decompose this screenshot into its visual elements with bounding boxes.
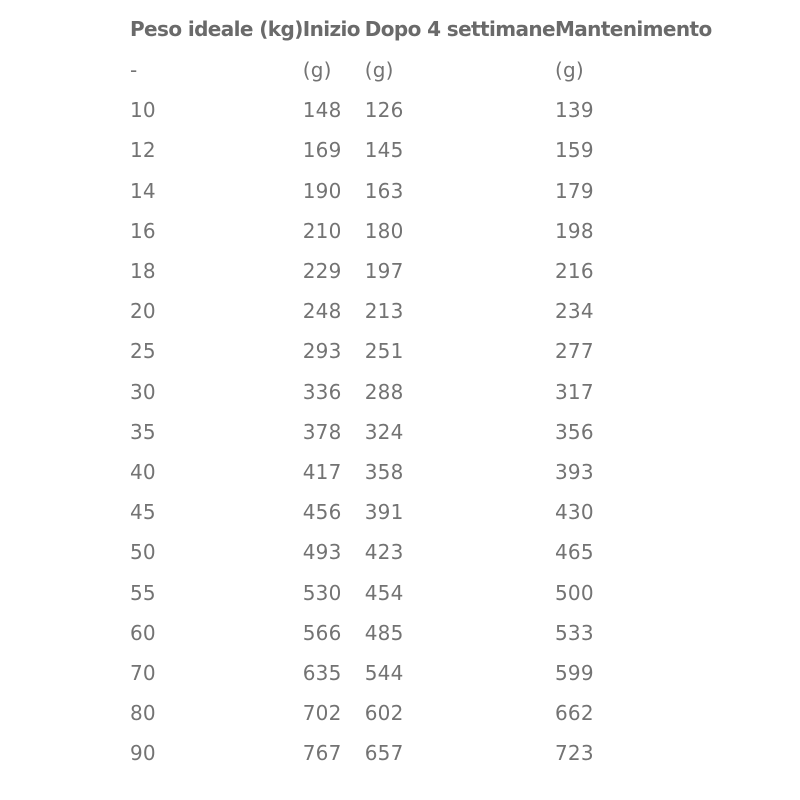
cell-inizio: 210 xyxy=(302,218,342,243)
cell-mantenimento: 662 xyxy=(554,701,594,726)
cell-mantenimento: 179 xyxy=(554,178,594,203)
cell-peso-ideale: 14 xyxy=(130,178,156,203)
cell-inizio: 148 xyxy=(302,98,342,123)
cell-mantenimento: 356 xyxy=(554,419,594,444)
table-row xyxy=(130,251,715,291)
cell-dopo-4-settimane: 126 xyxy=(364,98,404,123)
cell-inizio: 566 xyxy=(302,620,342,645)
cell-mantenimento: 198 xyxy=(554,218,594,243)
cell-dopo-4-settimane: 602 xyxy=(364,701,404,726)
cell-peso-ideale: 20 xyxy=(130,299,156,324)
cell-inizio: 190 xyxy=(302,178,342,203)
cell-inizio: 417 xyxy=(302,459,342,484)
cell-mantenimento: 723 xyxy=(554,741,594,766)
cell-peso-ideale: 12 xyxy=(130,138,156,163)
units-row xyxy=(130,50,715,90)
cell-dopo-4-settimane: 358 xyxy=(364,459,404,484)
cell-peso-ideale: 25 xyxy=(130,339,156,364)
cell-inizio: 635 xyxy=(302,660,342,685)
unit-dopo-4-settimane: (g) xyxy=(364,58,394,83)
cell-inizio: 293 xyxy=(302,339,342,364)
cell-dopo-4-settimane: 288 xyxy=(364,379,404,404)
cell-inizio: 248 xyxy=(302,299,342,324)
table-row xyxy=(130,653,715,693)
cell-dopo-4-settimane: 454 xyxy=(364,580,404,605)
cell-mantenimento: 465 xyxy=(554,540,594,565)
cell-inizio: 767 xyxy=(302,741,342,766)
cell-dopo-4-settimane: 197 xyxy=(364,259,404,284)
cell-dopo-4-settimane: 163 xyxy=(364,178,404,203)
cell-inizio: 702 xyxy=(302,701,342,726)
cell-inizio: 530 xyxy=(302,580,342,605)
cell-mantenimento: 430 xyxy=(554,500,594,525)
table-row xyxy=(130,452,715,492)
table-header xyxy=(130,8,715,50)
cell-dopo-4-settimane: 213 xyxy=(364,299,404,324)
cell-mantenimento: 393 xyxy=(554,459,594,484)
cell-peso-ideale: 18 xyxy=(130,259,156,284)
cell-dopo-4-settimane: 251 xyxy=(364,339,404,364)
header-mantenimento: Mantenimento xyxy=(554,17,712,41)
cell-dopo-4-settimane: 145 xyxy=(364,138,404,163)
unit-peso-ideale: - xyxy=(130,58,138,83)
cell-peso-ideale: 45 xyxy=(130,500,156,525)
table-row xyxy=(130,733,715,773)
cell-mantenimento: 159 xyxy=(554,138,594,163)
cell-dopo-4-settimane: 657 xyxy=(364,741,404,766)
unit-mantenimento: (g) xyxy=(554,58,584,83)
cell-peso-ideale: 50 xyxy=(130,540,156,565)
cell-peso-ideale: 55 xyxy=(130,580,156,605)
header-peso-ideale: Peso ideale (kg) xyxy=(130,17,303,41)
table-row xyxy=(130,372,715,412)
header-inizio: Inizio xyxy=(302,17,360,41)
cell-mantenimento: 599 xyxy=(554,660,594,685)
cell-inizio: 378 xyxy=(302,419,342,444)
cell-dopo-4-settimane: 180 xyxy=(364,218,404,243)
cell-mantenimento: 533 xyxy=(554,620,594,645)
cell-peso-ideale: 90 xyxy=(130,741,156,766)
cell-dopo-4-settimane: 485 xyxy=(364,620,404,645)
table-row xyxy=(130,693,715,733)
cell-mantenimento: 234 xyxy=(554,299,594,324)
cell-peso-ideale: 40 xyxy=(130,459,156,484)
table-row xyxy=(130,90,715,130)
cell-mantenimento: 277 xyxy=(554,339,594,364)
cell-mantenimento: 139 xyxy=(554,98,594,123)
cell-inizio: 229 xyxy=(302,259,342,284)
table-body xyxy=(130,50,715,773)
cell-dopo-4-settimane: 391 xyxy=(364,500,404,525)
table-row xyxy=(130,412,715,452)
cell-inizio: 493 xyxy=(302,540,342,565)
header-row xyxy=(130,8,715,50)
cell-dopo-4-settimane: 324 xyxy=(364,419,404,444)
cell-inizio: 169 xyxy=(302,138,342,163)
cell-peso-ideale: 30 xyxy=(130,379,156,404)
table-row xyxy=(130,130,715,170)
header-dopo-4-settimane: Dopo 4 settimane xyxy=(364,17,555,41)
feeding-table xyxy=(130,8,715,773)
cell-dopo-4-settimane: 544 xyxy=(364,660,404,685)
table-row xyxy=(130,171,715,211)
table-row xyxy=(130,532,715,572)
unit-inizio: (g) xyxy=(302,58,332,83)
table-row xyxy=(130,291,715,331)
cell-peso-ideale: 70 xyxy=(130,660,156,685)
table-row xyxy=(130,572,715,612)
cell-mantenimento: 500 xyxy=(554,580,594,605)
cell-mantenimento: 216 xyxy=(554,259,594,284)
cell-inizio: 336 xyxy=(302,379,342,404)
cell-inizio: 456 xyxy=(302,500,342,525)
cell-peso-ideale: 80 xyxy=(130,701,156,726)
cell-peso-ideale: 35 xyxy=(130,419,156,444)
cell-peso-ideale: 16 xyxy=(130,218,156,243)
cell-peso-ideale: 10 xyxy=(130,98,156,123)
table-row xyxy=(130,613,715,653)
cell-peso-ideale: 60 xyxy=(130,620,156,645)
cell-dopo-4-settimane: 423 xyxy=(364,540,404,565)
cell-mantenimento: 317 xyxy=(554,379,594,404)
table-row xyxy=(130,211,715,251)
table-row xyxy=(130,492,715,532)
table-row xyxy=(130,331,715,371)
